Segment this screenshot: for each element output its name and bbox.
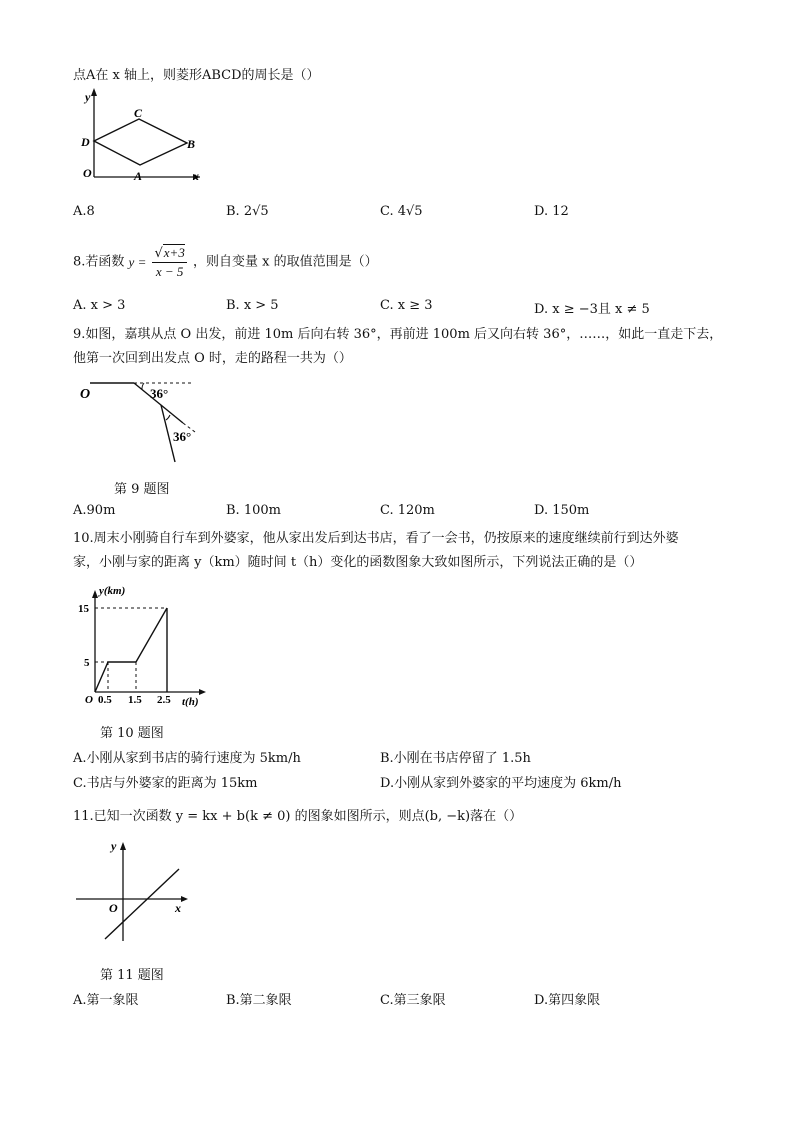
q9-caption: 第 9 题图 (114, 482, 170, 497)
q11-option-a[interactable]: A.第一象限 (73, 993, 139, 1008)
q9-path-figure (76, 376, 200, 466)
q8-stem (73, 244, 378, 280)
q7-label-y: y (85, 90, 91, 104)
q9-option-b[interactable]: B. 100m (226, 503, 281, 518)
q10-tick-0-5: 0.5 (98, 694, 112, 706)
q9-angle-2: 36° (173, 429, 192, 444)
q11-caption: 第 11 题图 (100, 968, 164, 983)
q9-option-c[interactable]: C. 120m (380, 503, 435, 518)
q10-option-c[interactable]: C.书店与外婆家的距离为 15km (73, 776, 258, 791)
q10-stem-line1: 10.周末小刚骑自行车到外婆家，他从家出发后到达书店，看了一会书，仍按原来的速度继续前行到达外婆 (73, 531, 679, 546)
q11-label-y: y (111, 839, 117, 853)
q11-label-o: O (109, 901, 118, 915)
q8-numerator: x+3 (163, 245, 185, 260)
q11-label-x: x (175, 901, 181, 915)
q10-tick-2-5: 2.5 (157, 694, 171, 706)
q7-option-b[interactable]: B. 2√5 (226, 204, 269, 219)
q8-fraction: $\frac{√x+3}{x - 5}$ (154, 245, 185, 279)
q10-label-y: y(km) (99, 585, 126, 597)
q11-stem: 11.已知一次函数 y = kx + b(k ≠ 0) 的图象如图所示，则点(b, −k)落在（） (73, 809, 523, 824)
q9-option-a[interactable]: A.90m (73, 503, 116, 518)
q10-stem-line2: 家，小刚与家的距离 y（km）随时间 t（h）变化的函数图象大致如图所示，下列说法正确的是（） (73, 555, 643, 570)
q10-label-t: t(h) (182, 696, 199, 708)
q10-caption: 第 10 题图 (100, 726, 164, 741)
q7-label-a: A (134, 169, 143, 183)
q8-option-c[interactable]: C. x ≥ 3 (380, 298, 433, 313)
q10-option-a[interactable]: A.小刚从家到书店的骑行速度为 5km/h (73, 751, 301, 766)
q10-graph-figure (78, 580, 212, 710)
q8-denominator: x − 5 (155, 264, 184, 279)
q8-suffix: ，则自变量 x 的取值范围是（） (192, 254, 378, 270)
q7-label-c: C (134, 106, 143, 120)
q11-line-figure (72, 836, 196, 948)
q7-label-o: O (83, 166, 92, 180)
q10-label-o: O (85, 694, 93, 706)
q8-prefix: 8.若函数 (73, 254, 125, 270)
q8-option-a[interactable]: A. x > 3 (73, 298, 126, 313)
q7-option-a[interactable]: A.8 (73, 204, 95, 219)
q11-option-c[interactable]: C.第三象限 (380, 993, 446, 1008)
q10-tick-5: 5 (84, 657, 90, 669)
q9-label-o: O (80, 387, 91, 402)
q10-option-b[interactable]: B.小刚在书店停留了 1.5h (380, 751, 531, 766)
q9-stem-line1: 9.如图，嘉琪从点 O 出发，前进 10m 后向右转 36°，再前进 100m 后又向右转 36°，……，如此一直走下去， (73, 327, 723, 342)
q7-label-b: B (187, 137, 196, 151)
q8-option-b[interactable]: B. x > 5 (226, 298, 279, 313)
q7-label-d: D (81, 135, 90, 149)
q9-option-d[interactable]: D. 150m (534, 503, 590, 518)
q10-tick-15: 15 (78, 603, 89, 615)
q9-angle-1: 36° (150, 386, 169, 401)
q7-stem: 点A在 x 轴上，则菱形ABCD的周长是（） (73, 68, 320, 83)
q7-rhombus-figure (70, 82, 210, 186)
q8-y-eq: y = (128, 254, 147, 270)
q10-option-d[interactable]: D.小刚从家到外婆家的平均速度为 6km/h (380, 776, 622, 791)
q11-option-d[interactable]: D.第四象限 (534, 993, 601, 1008)
q10-tick-1-5: 1.5 (128, 694, 142, 706)
q8-option-d[interactable]: D. x ≥ −3且 x ≠ 5 (534, 302, 650, 317)
q7-option-c[interactable]: C. 4√5 (380, 204, 423, 219)
q7-label-x: x (193, 169, 199, 183)
q11-option-b[interactable]: B.第二象限 (226, 993, 292, 1008)
q9-stem-line2: 他第一次回到出发点 O 时，走的路程一共为（） (73, 351, 352, 366)
q7-option-d[interactable]: D. 12 (534, 204, 569, 219)
